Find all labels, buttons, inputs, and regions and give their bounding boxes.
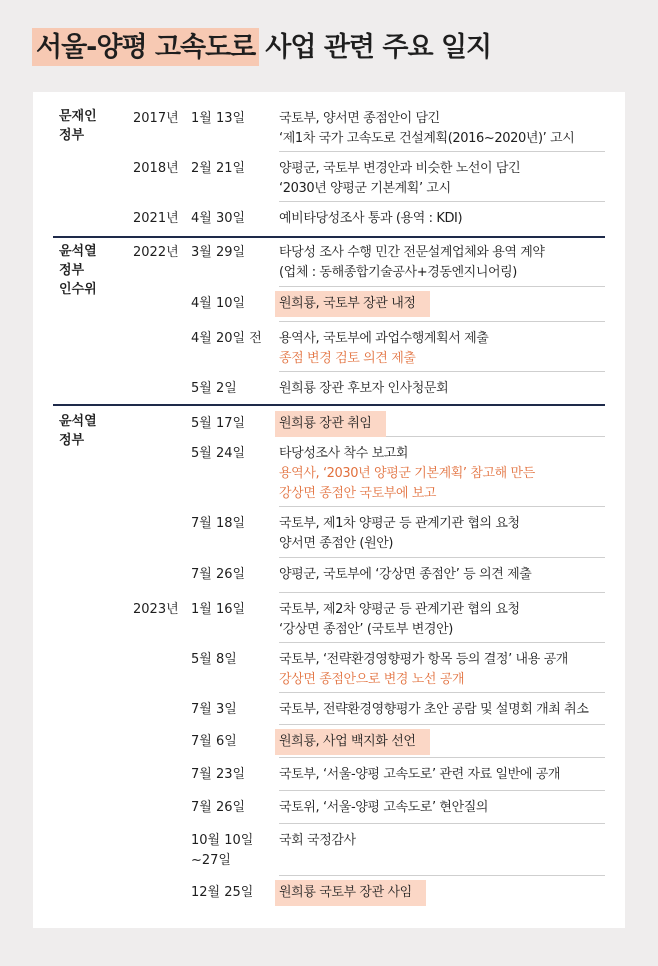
row-event: [279, 379, 619, 399]
row-divider: [279, 642, 605, 643]
row-date: 3월 29일: [191, 245, 246, 260]
row-date: 7월 26일: [191, 567, 246, 582]
row-event: [279, 514, 619, 554]
title-highlight: 서울-양평 고속도로: [32, 28, 259, 66]
timeline-card: [33, 92, 625, 928]
row-event: [279, 444, 619, 504]
row-event: [279, 329, 619, 369]
row-date: 7월 23일: [191, 767, 246, 782]
event-highlight: 원희룡 장관 취임: [275, 411, 386, 437]
row-divider: [279, 506, 605, 507]
row-year: 2022년: [133, 245, 179, 260]
event-highlight: 원희룡 국토부 장관 사임: [275, 880, 426, 906]
row-event: [279, 159, 619, 199]
row-date: 5월 8일: [191, 652, 237, 667]
row-date: 5월 2일: [191, 381, 237, 396]
row-divider: [279, 321, 605, 322]
row-divider: [279, 757, 605, 758]
row-event: [279, 209, 619, 229]
event-line: 국토부, 제2차 양평군 등 관계기관 협의 요청: [279, 602, 520, 617]
event-line: ‘제1차 국가 고속도로 건설계획(2016~2020년)’ 고시: [279, 131, 575, 146]
row-year: 2023년: [133, 602, 179, 617]
row-divider: [279, 875, 605, 876]
row-date: 7월 6일: [191, 734, 237, 749]
event-line-emphasis: 종점 변경 검토 의견 제출: [279, 351, 416, 366]
event-line: 타당성조사 착수 보고회: [279, 446, 409, 461]
event-line-emphasis: 강상면 종점안 국토부에 보고: [279, 486, 437, 501]
section-label-line: 정부: [59, 433, 85, 448]
row-event: [279, 243, 619, 283]
row-date: 7월 3일: [191, 702, 237, 717]
section-divider: [53, 236, 605, 238]
section-label-line: 윤석열: [59, 414, 97, 429]
row-date: 1월 13일: [191, 111, 246, 126]
row-event: [279, 109, 619, 149]
event-highlight: 원희룡, 국토부 장관 내정: [275, 291, 430, 317]
row-year: 2017년: [133, 111, 179, 126]
section-label-line: 윤석열: [59, 244, 97, 259]
row-date: 12월 25일: [191, 885, 254, 900]
event-line: ‘2030년 양평군 기본계획’ 고시: [279, 181, 451, 196]
row-divider: [279, 823, 605, 824]
event-line: ‘강상면 종점안’ (국토부 변경안): [279, 622, 453, 637]
section-label-line: 문재인: [59, 109, 97, 124]
event-line: 양평군, 국토부에 ‘강상면 종점안’ 등 의견 제출: [279, 567, 532, 582]
event-line: 국토위, ‘서울-양평 고속도로’ 현안질의: [279, 800, 489, 815]
event-line: 원희룡 장관 후보자 인사청문회: [279, 381, 449, 396]
row-event: [279, 732, 619, 755]
event-line-emphasis: 용역사, ‘2030년 양평군 기본계획’ 참고해 만든: [279, 466, 535, 481]
page-title: [32, 28, 491, 66]
event-line: 국토부, 양서면 종점안이 담긴: [279, 111, 440, 126]
row-event: [279, 600, 619, 640]
event-line: (업체 : 동해종합기술공사+경동엔지니어링): [279, 265, 517, 280]
row-event: [279, 294, 619, 317]
section-divider: [53, 404, 605, 406]
row-divider: [279, 286, 605, 287]
section-label-line: 정부: [59, 128, 85, 143]
row-divider: [279, 151, 605, 152]
section-label-line: 인수위: [59, 282, 97, 297]
section-label: [59, 107, 97, 145]
section-label: [59, 242, 97, 299]
row-divider: [279, 557, 605, 558]
row-date: 5월 24일: [191, 446, 246, 461]
row-divider: [279, 201, 605, 202]
row-date: 7월 18일: [191, 516, 246, 531]
row-event: [279, 565, 619, 585]
event-line: 국토부, 전략환경영향평가 초안 공람 및 설명회 개최 취소: [279, 702, 589, 717]
row-date: 4월 30일: [191, 211, 246, 226]
row-date: 7월 26일: [191, 800, 246, 815]
event-line: 타당성 조사 수행 민간 전문설계업체와 용역 계약: [279, 245, 545, 260]
row-date: 5월 17일: [191, 416, 246, 431]
row-event: [279, 883, 619, 906]
row-divider: [279, 692, 605, 693]
row-divider: [279, 724, 605, 725]
row-date: 10월 10일 ~27일: [191, 833, 254, 868]
row-date: 4월 20일 전: [191, 331, 262, 346]
event-line: 국회 국정감사: [279, 833, 356, 848]
row-event: [279, 700, 619, 720]
event-highlight: 원희룡, 사업 백지화 선언: [275, 729, 430, 755]
row-divider: [279, 371, 605, 372]
event-line: 국토부, 제1차 양평군 등 관계기관 협의 요청: [279, 516, 520, 531]
row-event: [279, 798, 619, 818]
row-date: 1월 16일: [191, 602, 246, 617]
section-label-line: 정부: [59, 263, 85, 278]
row-year: 2018년: [133, 161, 179, 176]
row-divider: [279, 592, 605, 593]
section-label: [59, 412, 97, 450]
row-event: [279, 765, 619, 785]
event-line: 용역사, 국토부에 과업수행계획서 제출: [279, 331, 489, 346]
row-year: 2021년: [133, 211, 179, 226]
row-event: [279, 650, 619, 690]
event-line: 양서면 종점안 (원안): [279, 536, 394, 551]
row-divider: [279, 790, 605, 791]
row-date: 2월 21일: [191, 161, 246, 176]
event-line: 국토부, ‘서울-양평 고속도로’ 관련 자료 일반에 공개: [279, 767, 561, 782]
event-line: 국토부, ‘전략환경영향평가 항목 등의 결정’ 내용 공개: [279, 652, 568, 667]
event-line: 예비타당성조사 통과 (용역 : KDI): [279, 211, 463, 226]
event-line-emphasis: 강상면 종점안으로 변경 노선 공개: [279, 672, 465, 687]
row-event: [279, 831, 619, 851]
title-rest: 사업 관련 주요 일지: [265, 32, 492, 63]
row-date: 4월 10일: [191, 296, 246, 311]
row-event: [279, 414, 619, 437]
event-line: 양평군, 국토부 변경안과 비슷한 노선이 담긴: [279, 161, 521, 176]
